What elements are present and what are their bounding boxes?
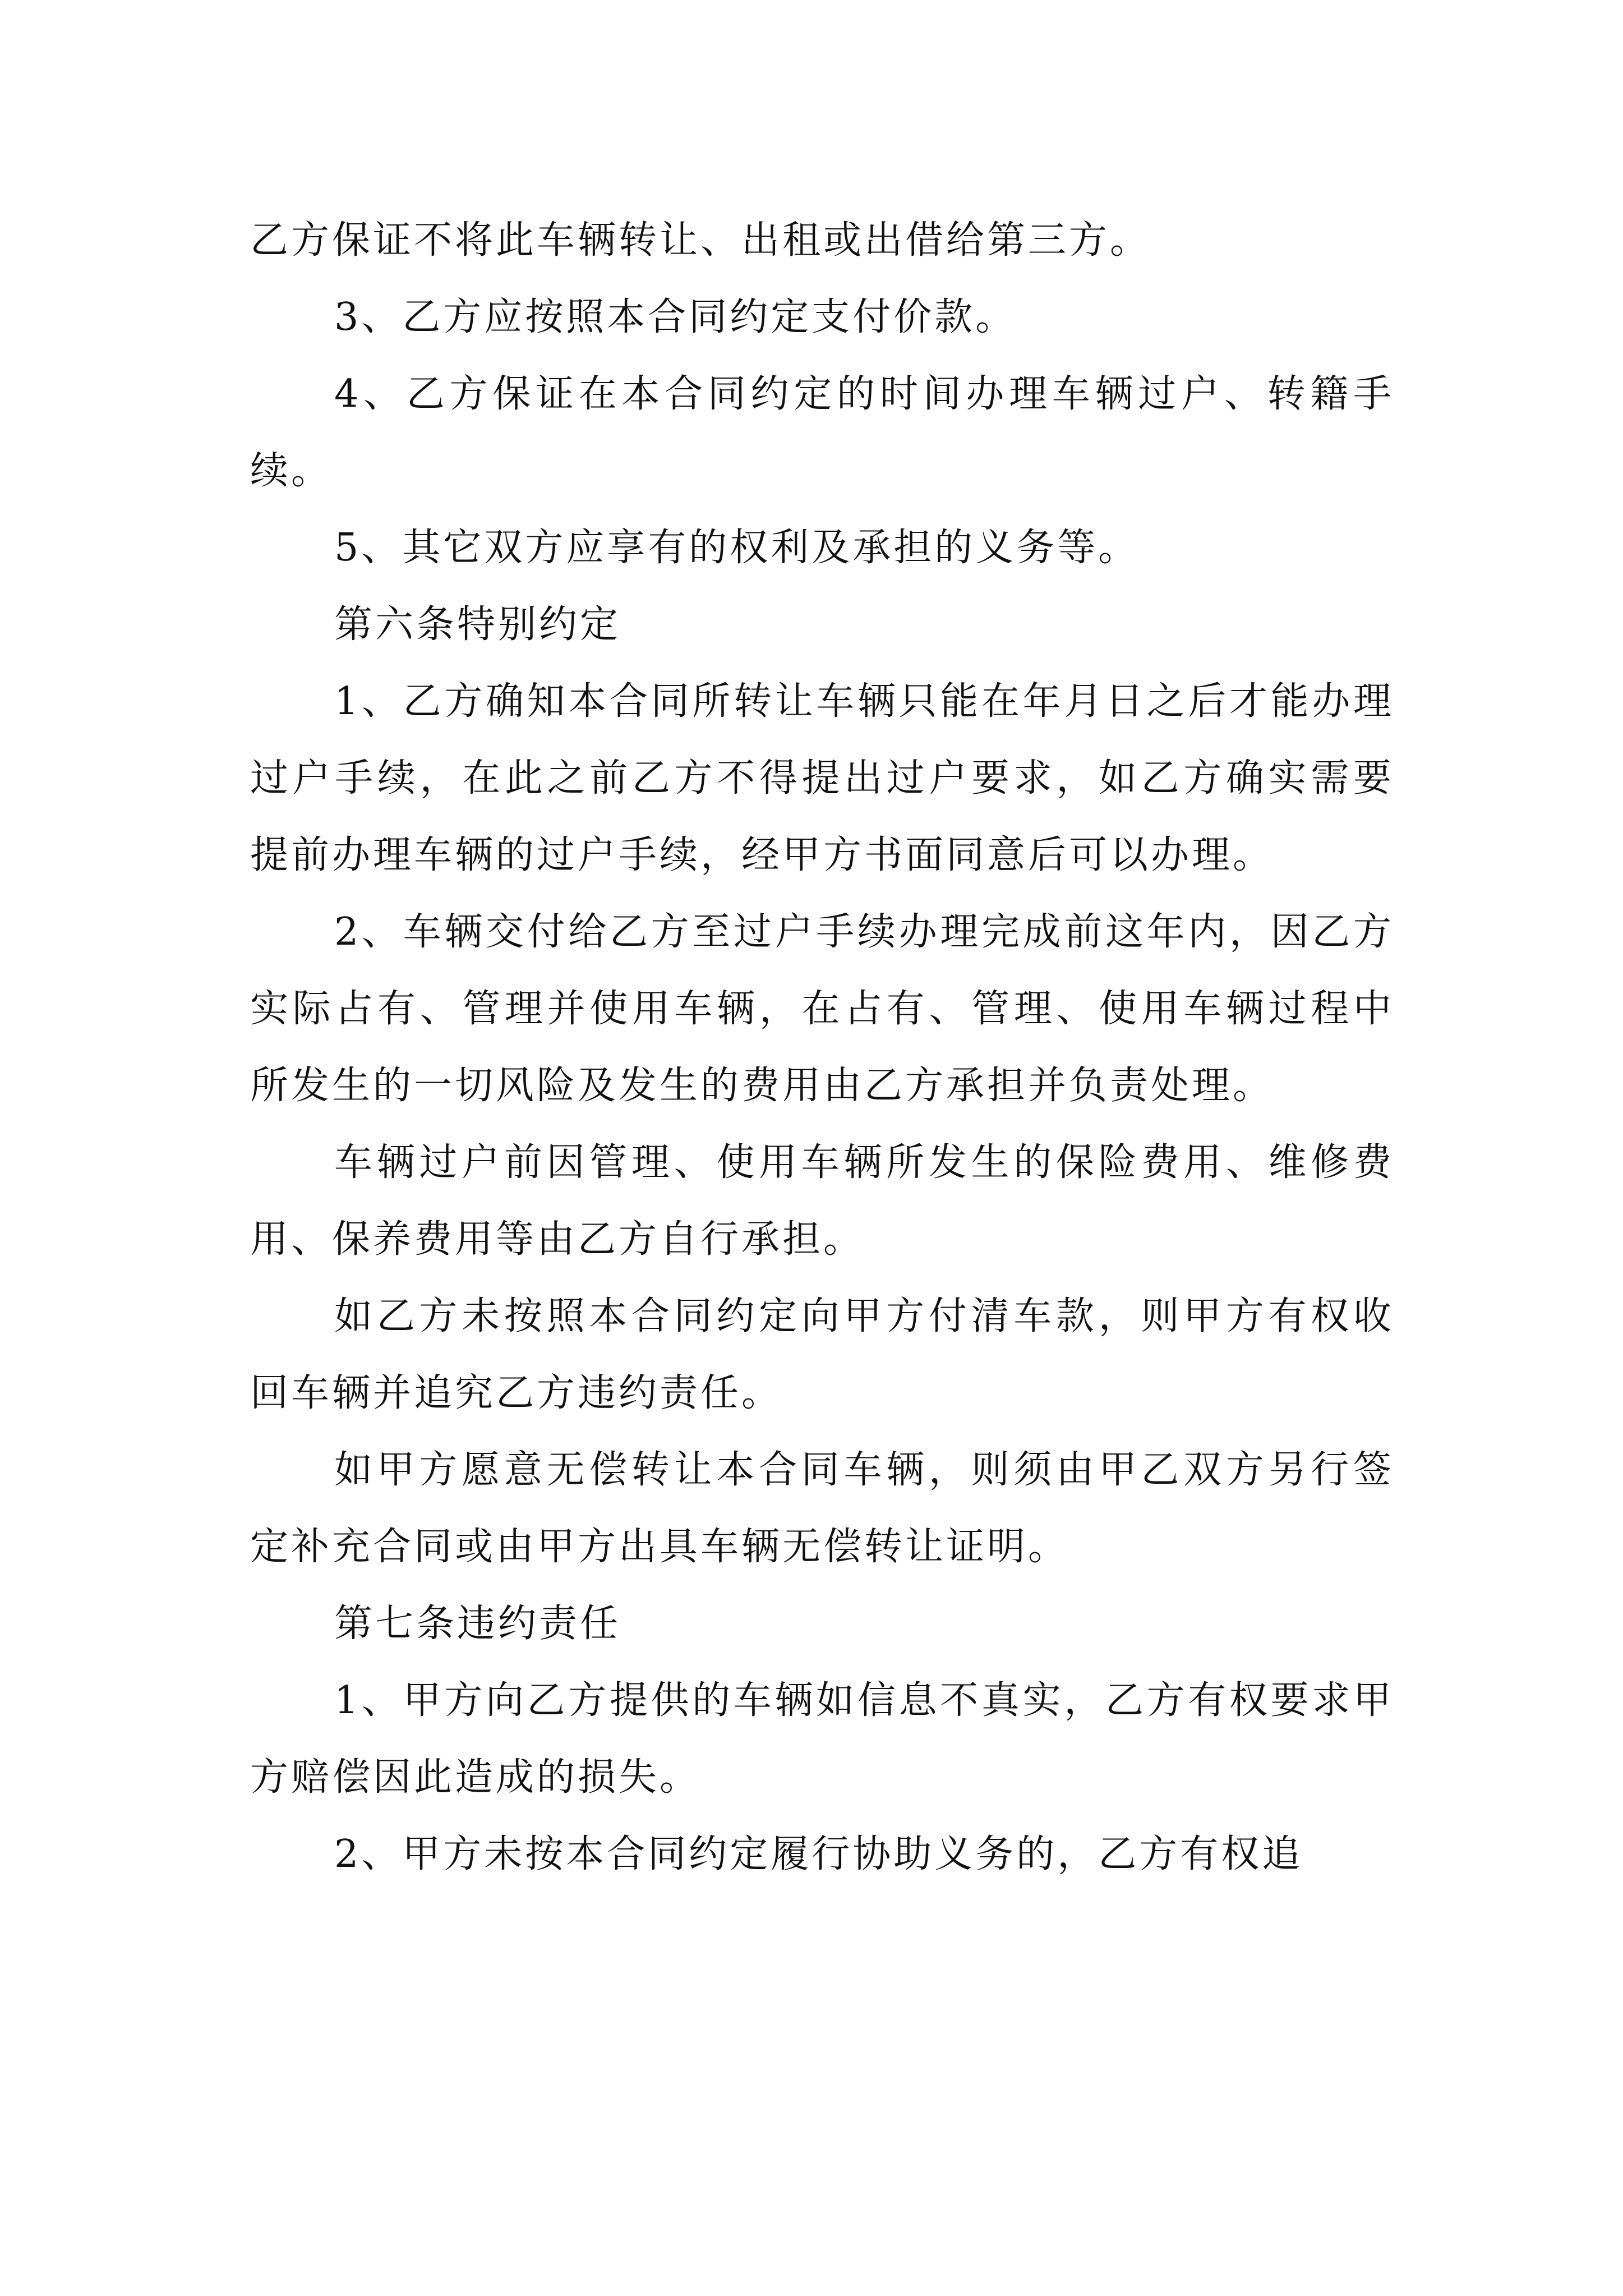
paragraph-article-6-clause-2: 2、车辆交付给乙方至过户手续办理完成前这年内，因乙方实际占有、管理并使用车辆，在占有、管理、使用车辆过程中所发生的一切风险及发生的费用由乙方承担并负责处理。 [250,910,1394,1108]
paragraph-clause-5: 5、其它双方应享有的权利及承担的义务等。 [334,526,1140,570]
paragraph-free-transfer: 如甲方愿意无偿转让本合同车辆，则须由甲乙双方另行签定补充合同或由甲方出具车辆无偿转让证明。 [250,1448,1394,1569]
document-body [250,202,1394,1893]
paragraph-payment-default: 如乙方未按照本合同约定向甲方付清车款，则甲方有权收回车辆并追究乙方违约责任。 [250,1294,1394,1415]
paragraph-clause-3: 3、乙方应按照本合同约定支付价款。 [334,295,1017,339]
paragraph-continuation: 乙方保证不将此车辆转让、出租或出借给第三方。 [250,218,1151,263]
section-heading-article-7: 第七条违约责任 [334,1602,621,1646]
paragraph-article-7-clause-1: 1、甲方向乙方提供的车辆如信息不真实，乙方有权要求甲方赔偿因此造成的损失。 [250,1678,1394,1800]
paragraph-article-6-clause-1: 1、乙方确知本合同所转让车辆只能在年月日之后才能办理过户手续，在此之前乙方不得提出过户要求，如乙方确实需要提前办理车辆的过户手续，经甲方书面同意后可以办理。 [250,679,1394,877]
paragraph-maintenance-costs: 车辆过户前因管理、使用车辆所发生的保险费用、维修费用、保养费用等由乙方自行承担。 [250,1140,1394,1262]
section-heading-article-6: 第六条特别约定 [334,602,621,647]
paragraph-article-7-clause-2: 2、甲方未按本合同约定履行协助义务的，乙方有权追 [334,1832,1303,1876]
paragraph-clause-4: 4、乙方保证在本合同约定的时间办理车辆过户、转籍手续。 [250,372,1394,493]
